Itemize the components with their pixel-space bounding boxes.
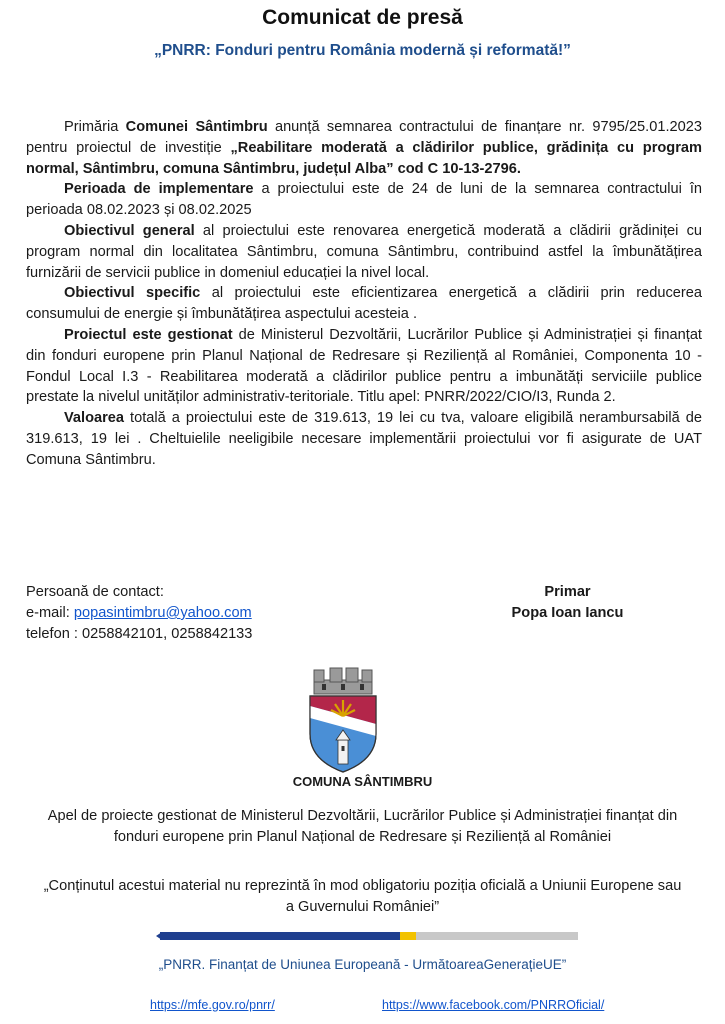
contact-block <box>26 582 252 645</box>
page-subtitle: „PNRR: Fonduri pentru România modernă și reformată!” <box>154 42 571 59</box>
press-release-body <box>26 117 702 471</box>
mayor-signature <box>505 582 630 624</box>
contact-email-link[interactable]: popasintimbru@yahoo.com <box>73 605 252 621</box>
commune-name: COMUNA SÂNTIMBRU <box>292 774 433 789</box>
paragraph-specific-objective: Obiectivul specific al proiectului este eficientizarea energetică a clădirii prin reducerea consumului de energie și îmbunătățirea aspectului acesteia . <box>26 285 702 323</box>
mfe-link[interactable]: https://mfe.gov.ro/pnrr/ <box>150 998 275 1012</box>
disclaimer: „Conținutul acestui material nu reprezintă în mod obligatoriu poziția oficială a Uniunii Europene sau a Guvernului României” <box>43 878 682 915</box>
funding-statement: Apel de proiecte gestionat de Ministerul Dezvoltării, Lucrărilor Publice și Administrației finanțat din fonduri europene prin Planul Național de Redresare și Reziliență al României <box>47 808 678 845</box>
contact-label: Persoană de contact: <box>26 584 164 600</box>
coat-of-arms-icon <box>302 666 384 774</box>
mayor-role: Primar <box>544 584 591 600</box>
paragraph-management: Proiectul este gestionat de Ministerul Dezvoltării, Lucrărilor Publice și Administrației și finanțat din fonduri europene prin Planul Național de Redresare și Reziliență al României, Componenta 10 - Fondul Local I.3 - Reabilitarea moderată a clădirilor publice pentru a imbunătăți serviciile publice prestate la nivelul unităților administrativ-teritoriale. Titlu apel: PNRR/2022/CIO/I3, Runda 2. <box>26 326 702 406</box>
pnrr-color-bar <box>160 932 578 940</box>
paragraph-implementation-period: Perioada de implementare a proiectului este de 24 de luni de la semnarea contractului în perioada 08.02.2023 și 08.02.2025 <box>26 181 702 219</box>
bar-grey <box>416 932 578 940</box>
mayor-name: Popa Ioan Iancu <box>511 605 624 621</box>
paragraph-general-objective: Obiectivul general al proiectului este renovarea energetică moderată a clădirii grădiniței cu program normal din localitatea Sântimbru, comuna Sântimbru, contribuind astfel la îmbunătățirea furnizării de servicii publice in domeniul educației la nivel local. <box>26 222 702 281</box>
bar-blue <box>160 932 400 940</box>
contact-email-line: e-mail: popasintimbru@yahoo.com <box>26 605 252 621</box>
paragraph-intro: Primăria Comunei Sântimbru anunță semnarea contractului de finanțare nr. 9795/25.01.2023 pentru proiectul de investiție „Reabilitare moderată a clădirilor publice, grădinița cu program normal, Sântimbru, comuna Sântimbru, județul Alba” cod C 10-13-2796. <box>26 119 702 177</box>
paragraph-value: Valoarea totală a proiectului este de 319.613, 19 lei cu tva, valoare eligibilă nerambursabilă de 319.613, 19 lei . Cheltuielile neeligibile necesare implementării proiectului vor fi asigurate de UAT Comuna Sântimbru. <box>26 410 702 468</box>
pnrr-slogan: „PNRR. Finanțat de Uniunea Europeană - UrmătoareaGenerațieUE” <box>158 957 567 972</box>
page-title: Comunicat de presă <box>262 6 463 29</box>
contact-phone: telefon : 0258842101, 0258842133 <box>26 626 253 642</box>
bar-yellow <box>400 932 416 940</box>
facebook-link[interactable]: https://www.facebook.com/PNRROficial/ <box>382 998 605 1012</box>
